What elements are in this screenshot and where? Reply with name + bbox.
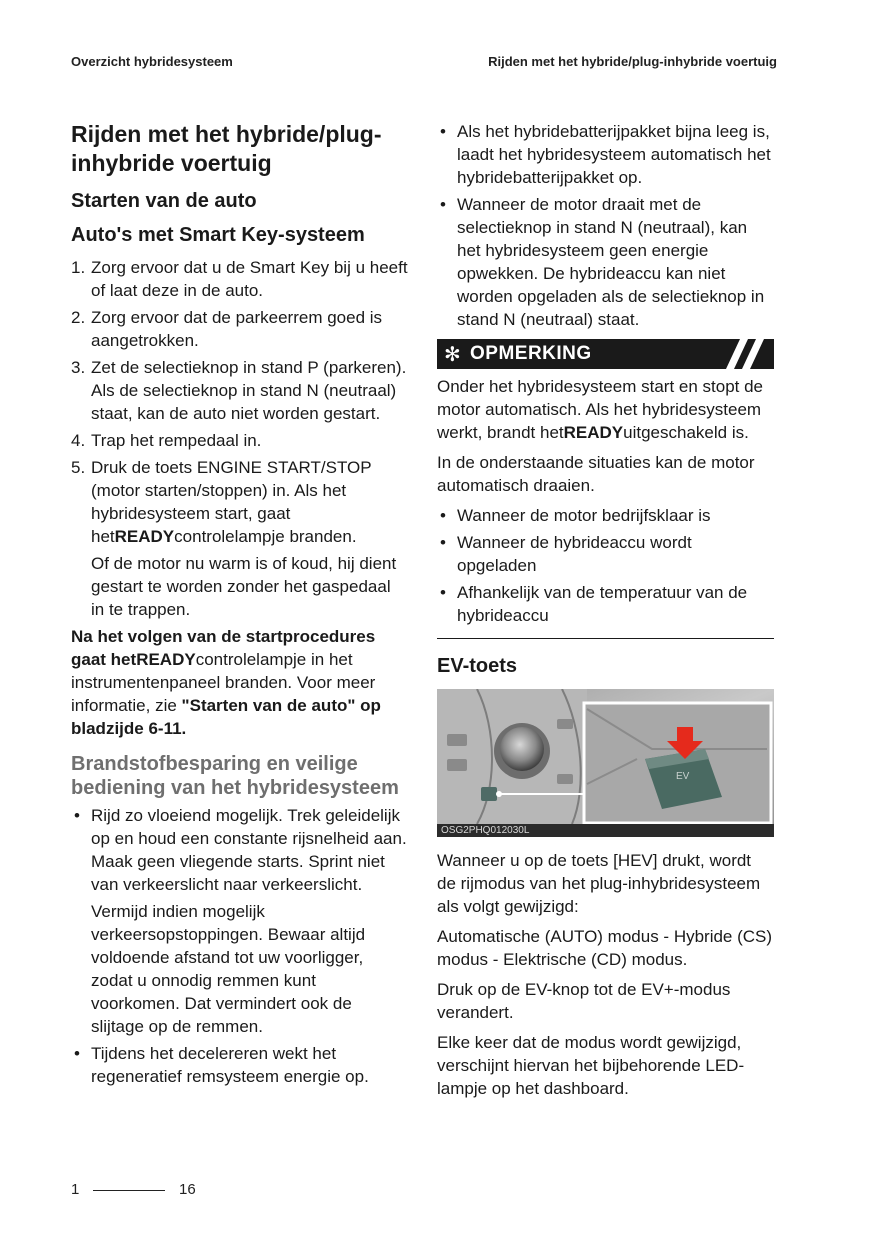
heading-fuel-saving: Brandstofbesparing en veilige bediening van het hybridesysteem — [71, 753, 399, 799]
step-number: 5. — [71, 458, 86, 477]
list-item — [71, 356, 408, 425]
list-item: • Als het hybridebatterijpakket bijna leeg is, laadt het hybridesysteem automatisch het hybridebatterijpakket op. — [437, 120, 774, 189]
ready-label: READY — [563, 423, 624, 442]
running-header-right: Rijden met het hybride/plug-inhybride voertuig — [488, 54, 777, 69]
list-item — [71, 456, 408, 621]
list-item — [71, 429, 408, 452]
step-note: Of de motor nu warm is of koud, hij dient gestart te worden zonder het gaspedaal in te trappen. — [91, 554, 397, 619]
divider — [437, 638, 774, 639]
list-item — [71, 804, 408, 1038]
bold-text: Na het volgen van de startprocedures gaat het — [71, 627, 376, 669]
note-paragraph — [437, 375, 774, 444]
step-text: Zet de selectieknop in stand P (parkeren). Als de selectieknop in stand N (neutraal) staat, kan de auto niet worden gestart. — [91, 358, 407, 423]
ev-paragraph: Druk op de EV-knop tot de EV+-modus verandert. — [437, 980, 731, 1022]
step-text: Druk de toets ENGINE START/STOP (motor starten/stoppen) in. Als het hybridesysteem start, gaat het — [91, 458, 372, 546]
list-item — [71, 306, 408, 352]
body-text: Onder het hybridesysteem start en stopt de motor automatisch. Als het hybridesysteem werkt, brandt het — [437, 377, 764, 442]
step-number: 3. — [71, 358, 86, 377]
bullet-text: Rijd zo vloeiend mogelijk. Trek geleidelijk op en houd een constante rijsnelheid aan. Maak geen vliegende starts. Sprint niet van verkeerslicht naar verkeerslicht. — [91, 806, 407, 894]
note-banner — [437, 339, 774, 369]
ev-paragraph: Wanneer u op de toets [HEV] drukt, wordt de rijmodus van het plug-inhybridesysteem als volgt gewijzigd: — [437, 851, 761, 916]
list-item — [71, 1042, 408, 1088]
right-column — [437, 120, 774, 1107]
list-item — [71, 256, 408, 302]
ev-paragraph: Automatische (AUTO) modus - Hybride (CS) modus - Elektrische (CD) modus. — [437, 927, 773, 969]
note-list — [437, 504, 774, 627]
ready-label: READY — [114, 527, 175, 546]
heading-ev-button: EV-toets — [437, 655, 518, 677]
after-start-paragraph — [71, 625, 408, 740]
note-paragraph: In de onderstaande situaties kan de motor automatisch draaien. — [437, 453, 755, 495]
ev-label: EV — [676, 771, 690, 782]
list-item: • Afhankelijk van de temperatuur van de hybrideaccu — [437, 581, 774, 627]
step-number: 1. — [71, 258, 86, 277]
heading-smart-key: Auto's met Smart Key-systeem — [71, 224, 365, 246]
list-item: • Wanneer de motor draait met de selectieknop in stand N (neutraal), kan het hybridesysteem geen energie opwekken. De hybrideaccu kan niet worden opgeladen als de selectieknop in stand N (neutraal) staat. — [437, 193, 774, 331]
chapter-number: 1 — [71, 1181, 80, 1198]
ready-label: READY — [136, 650, 196, 669]
step-text: controlelampje branden. — [174, 527, 357, 546]
battery-list — [437, 120, 774, 331]
bullet-note: Vermijd indien mogelijk verkeersopstoppingen. Bewaar altijd voldoende afstand tot uw voorligger, zodat u onnodig remmen kunt voorkomen. Dat vermindert ook de slijtage op de remmen. — [91, 902, 366, 1036]
section-title: Rijden met het hybride/plug-inhybride voertuig — [71, 121, 382, 176]
asterisk-icon: ✻ — [444, 343, 461, 366]
image-code: OSG2PHQ012030L — [437, 824, 774, 837]
page-number: 16 — [179, 1181, 196, 1198]
body-text: uitgeschakeld is. — [623, 423, 749, 442]
list-item: • Wanneer de hybrideaccu wordt opgeladen — [437, 531, 774, 577]
footer-rule — [93, 1190, 165, 1191]
console-image — [437, 689, 774, 837]
step-number: 2. — [71, 308, 86, 327]
running-header-left: Overzicht hybridesysteem — [71, 54, 233, 69]
ev-button-illustration — [437, 689, 774, 837]
cross-reference: "Starten van de auto" op bladzijde 6-11. — [71, 696, 381, 738]
note-label: OPMERKING — [470, 343, 592, 364]
fuel-saving-list — [71, 804, 408, 1088]
left-column — [71, 120, 408, 1094]
step-number: 4. — [71, 431, 86, 450]
step-text: Zorg ervoor dat de parkeerrem goed is aangetrokken. — [91, 308, 383, 350]
body-text: controlelampje in het instrumentenpaneel branden. Voor meer informatie, zie — [71, 650, 376, 715]
list-item: • Wanneer de motor bedrijfsklaar is — [437, 504, 774, 527]
start-steps — [71, 256, 408, 621]
stripes-icon — [710, 339, 774, 369]
step-text: Zorg ervoor dat u de Smart Key bij u heeft of laat deze in de auto. — [91, 258, 408, 300]
bullet-text: Tijdens het decelereren wekt het regeneratief remsysteem energie op. — [91, 1044, 369, 1086]
ev-paragraph: Elke keer dat de modus wordt gewijzigd, verschijnt hiervan het bijbehorende LED-lampje op het dashboard. — [437, 1033, 745, 1098]
step-text: Trap het rempedaal in. — [91, 431, 262, 450]
heading-start: Starten van de auto — [71, 190, 257, 212]
